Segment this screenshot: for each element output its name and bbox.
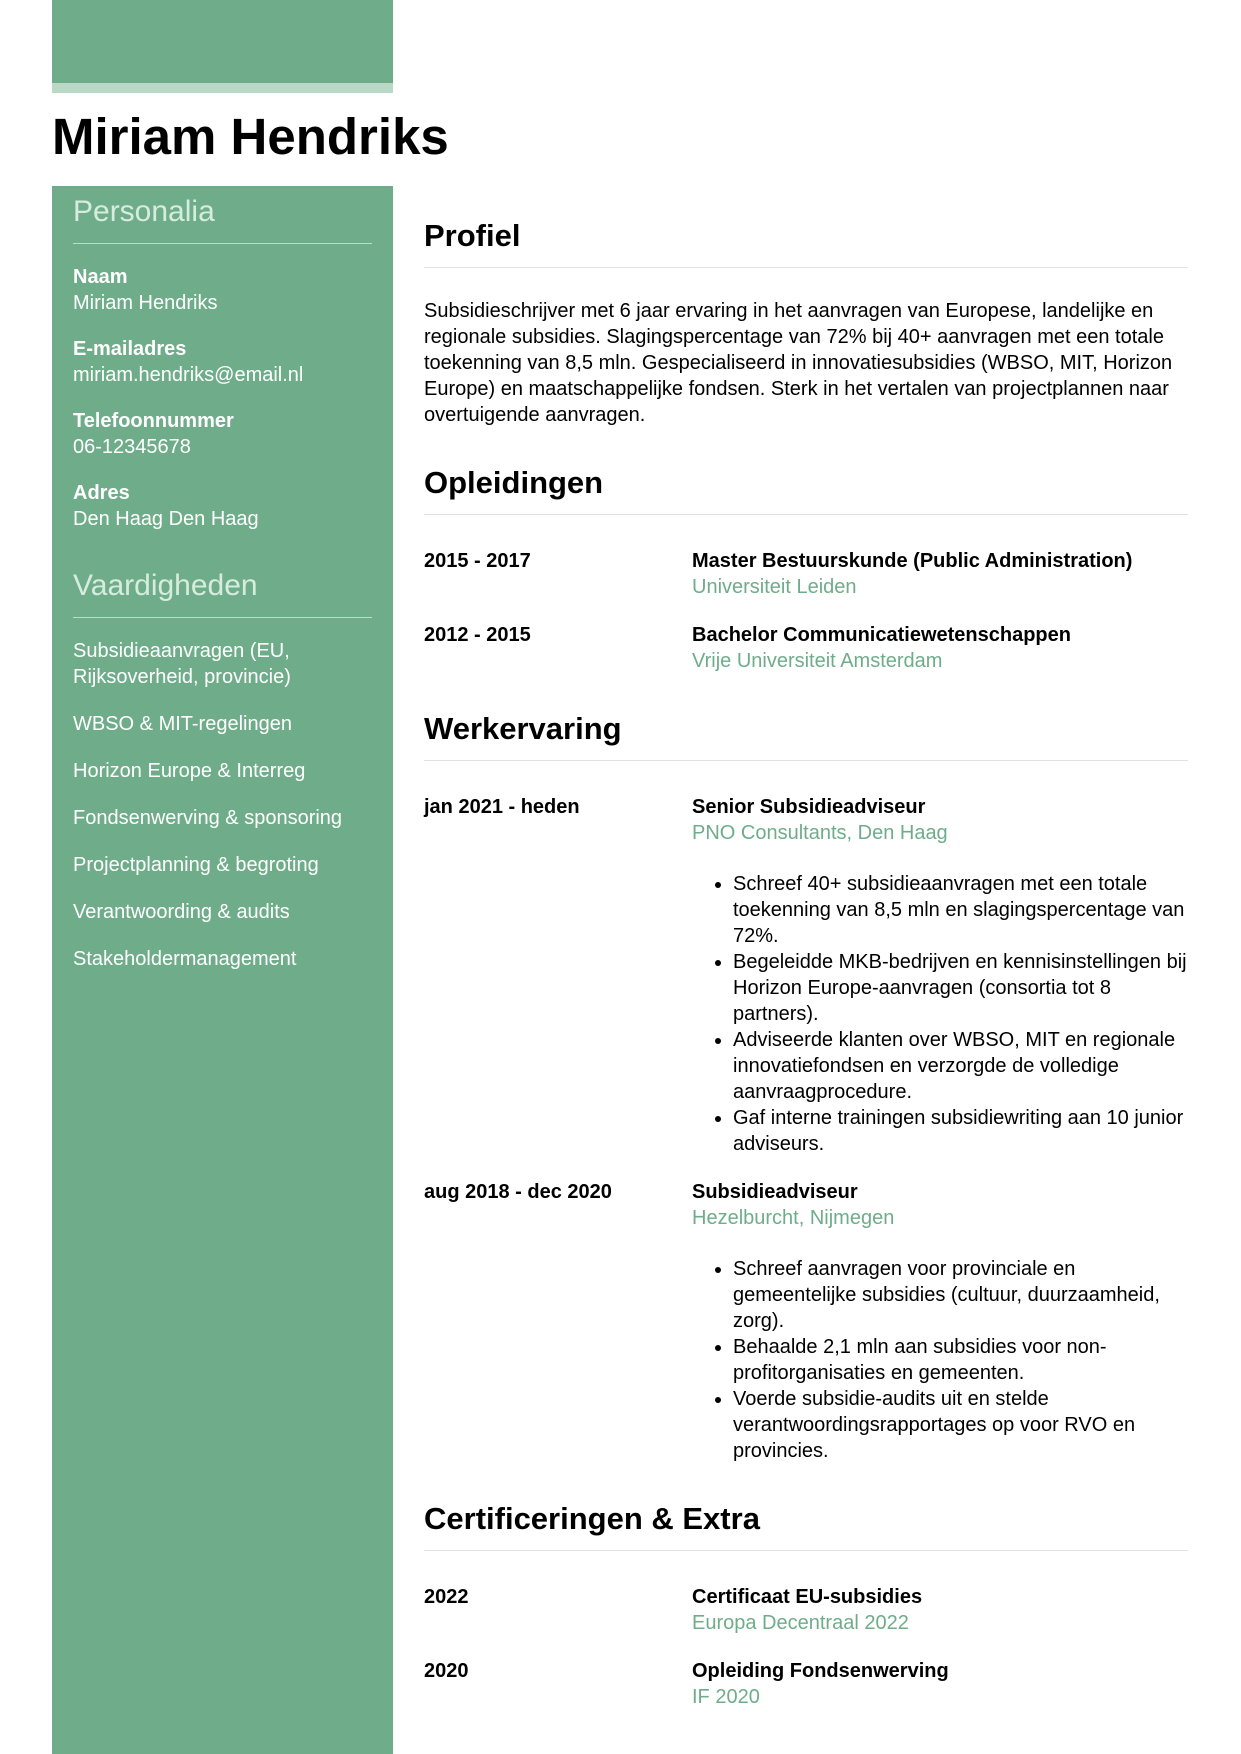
field-label: Adres (73, 482, 130, 504)
entry-body (692, 548, 1188, 600)
main-content (424, 206, 1188, 1710)
entry-title: Certificaat EU-subsidies (692, 1586, 923, 1608)
field-label: Telefoonnummer (73, 410, 234, 432)
field-label: Naam (73, 266, 128, 288)
sidebar (52, 186, 393, 1754)
entry-title: Senior Subsidieadviseur (692, 796, 926, 818)
certification-entry (424, 1658, 1188, 1710)
entry-title: Subsidieadviseur (692, 1181, 858, 1203)
page-title: Miriam Hendriks (52, 108, 449, 165)
certifications-section (424, 1489, 1188, 1710)
field-phone (73, 408, 372, 460)
section-title-certifications: Certificeringen & Extra (424, 1489, 1188, 1551)
field-address (73, 480, 372, 532)
entry-date: 2012 - 2015 (424, 624, 531, 646)
education-entry (424, 548, 1188, 600)
entry-date: 2015 - 2017 (424, 550, 531, 572)
bullet-item: • Schreef 40+ subsidieaanvragen met een totale toekenning van 8,5 mln en slagingspercentage van 72%. (733, 871, 1188, 949)
entry-body (692, 1179, 1188, 1464)
header-accent-line (52, 83, 393, 93)
profile-section (424, 206, 1188, 428)
skills-list (73, 638, 372, 972)
bullet-list (692, 1256, 1188, 1464)
entry-date: jan 2021 - heden (424, 796, 580, 818)
experience-entry (424, 1179, 1188, 1464)
skills-section (73, 566, 372, 972)
bullet-item: • Voerde subsidie-audits uit en stelde verantwoordingsrapportages op voor RVO en provincies. (733, 1386, 1188, 1464)
entry-institution: Universiteit Leiden (692, 576, 857, 598)
field-naam (73, 264, 372, 316)
field-value: miriam.hendriks@email.nl (73, 364, 304, 386)
skill-item: Subsidieaanvragen (EU, Rijksoverheid, provincie) (73, 640, 291, 688)
bullet-item: • Gaf interne trainingen subsidiewriting aan 10 junior adviseurs. (733, 1105, 1188, 1157)
bullet-list (692, 871, 1188, 1157)
entry-title: Opleiding Fondsenwerving (692, 1660, 949, 1682)
entry-date: 2020 (424, 1660, 469, 1682)
education-section (424, 453, 1188, 674)
experience-entry (424, 794, 1188, 1157)
field-email (73, 336, 372, 388)
education-entry (424, 622, 1188, 674)
section-title-profile: Profiel (424, 206, 1188, 268)
skills-heading: Vaardigheden (73, 566, 372, 618)
entry-body (692, 794, 1188, 1157)
entry-body (692, 1584, 1188, 1636)
field-value: Den Haag Den Haag (73, 508, 259, 530)
field-value: Miriam Hendriks (73, 292, 218, 314)
skill-item: Verantwoording & audits (73, 901, 290, 923)
experience-section (424, 699, 1188, 1464)
bullet-item: • Adviseerde klanten over WBSO, MIT en regionale innovatiefondsen en verzorgde de volledige aanvraagprocedure. (733, 1027, 1188, 1105)
skill-item: Horizon Europe & Interreg (73, 760, 306, 782)
skill-item: WBSO & MIT-regelingen (73, 713, 292, 735)
section-title-experience: Werkervaring (424, 699, 1188, 761)
entry-institution: Vrije Universiteit Amsterdam (692, 650, 943, 672)
entry-issuer: Europa Decentraal 2022 (692, 1612, 909, 1634)
entry-date: aug 2018 - dec 2020 (424, 1181, 612, 1203)
skill-item: Fondsenwerving & sponsoring (73, 807, 343, 829)
bullet-item: • Schreef aanvragen voor provinciale en gemeentelijke subsidies (cultuur, duurzaamheid, zorg). (733, 1256, 1188, 1334)
personalia-section (73, 192, 372, 532)
entry-company: Hezelburcht, Nijmegen (692, 1207, 895, 1229)
entry-body (692, 1658, 1188, 1710)
entry-company: PNO Consultants, Den Haag (692, 822, 948, 844)
entry-title: Bachelor Communicatiewetenschappen (692, 624, 1071, 646)
skill-item: Projectplanning & begroting (73, 854, 319, 876)
certification-entry (424, 1584, 1188, 1636)
bullet-item: • Behaalde 2,1 mln aan subsidies voor non-profitorganisaties en gemeenten. (733, 1334, 1188, 1386)
field-value: 06-12345678 (73, 436, 191, 458)
entry-title: Master Bestuurskunde (Public Administration) (692, 550, 1133, 572)
section-title-education: Opleidingen (424, 453, 1188, 515)
entry-issuer: IF 2020 (692, 1686, 760, 1708)
header-accent-bar (52, 0, 393, 83)
entry-body (692, 622, 1188, 674)
personalia-heading: Personalia (73, 192, 372, 244)
entry-date: 2022 (424, 1586, 469, 1608)
field-label: E-mailadres (73, 338, 187, 360)
skill-item: Stakeholdermanagement (73, 948, 297, 970)
bullet-item: • Begeleidde MKB-bedrijven en kennisinstellingen bij Horizon Europe-aanvragen (consortia tot 8 partners). (733, 949, 1188, 1027)
profile-text: Subsidieschrijver met 6 jaar ervaring in het aanvragen van Europese, landelijke en regionale subsidies. Slagingspercentage van 72% bij 40+ aanvragen met een totale toekenning van 8,5 mln. Gespecialiseerd in innovatiesubsidies (WBSO, MIT, Horizon Europe) en maatschappelijke fondsen. Sterk in het vertalen van projectplannen naar overtuigende aanvragen. (424, 300, 1173, 426)
